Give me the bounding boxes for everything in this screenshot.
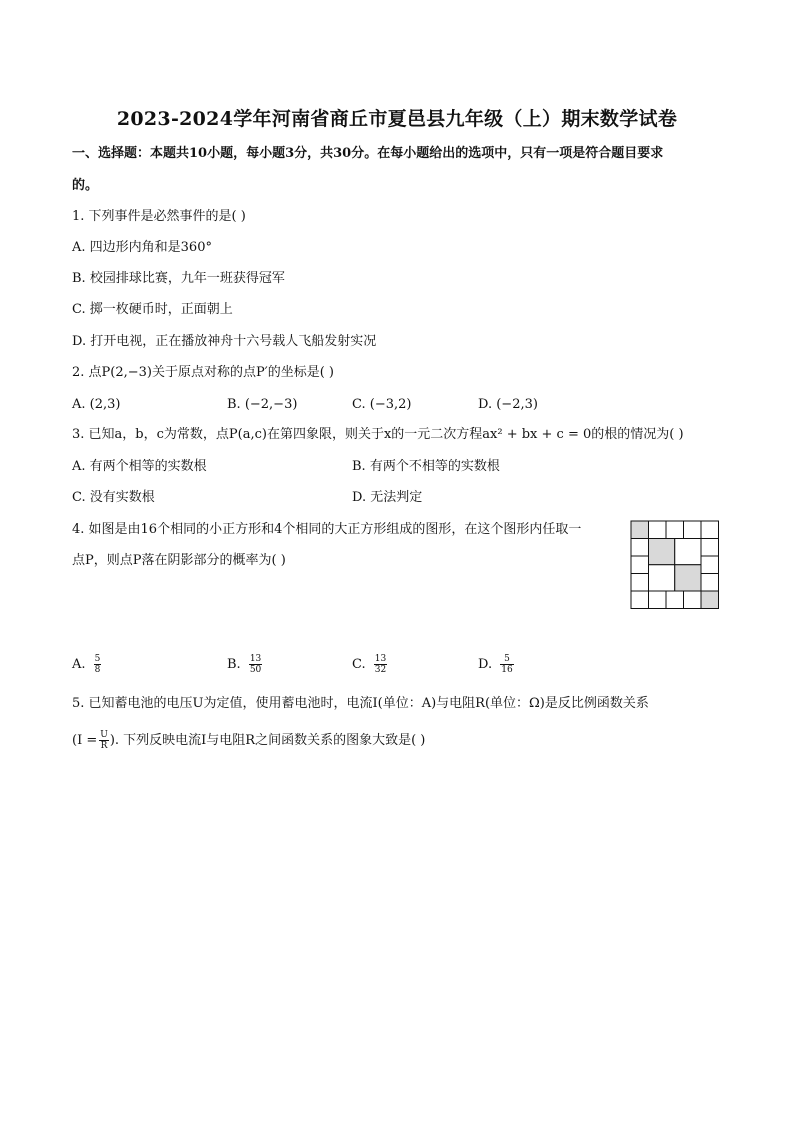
small-square [631,539,649,557]
q4-option-d-label: D. [478,657,493,672]
q4-option-a-label: A. [72,657,86,672]
fraction-numerator: 13 [374,654,387,664]
section-heading-cont: 的。 [72,178,99,193]
fraction-numerator: 13 [249,654,262,664]
small-square [684,591,702,609]
section-heading: 一、选择题：本题共10小题，每小题3分，共30分。在每小题给出的选项中，只有一项是符合题目要求 [72,146,664,161]
small-square [684,521,702,539]
q1-option-d: D. 打开电视，正在播放神舟十六号载人飞船发射实况 [72,334,377,349]
q3-option-a: A. 有两个相等的实数根 [72,459,207,474]
q4-option-b [227,654,262,675]
q4-option-a [72,654,101,675]
q5-formula-fraction [99,730,109,751]
q4-option-c [352,654,387,675]
shaded-small-square [631,521,649,539]
small-square [666,591,684,609]
q4-stem: 4. 如图是由16个相同的小正方形和4个相同的大正方形组成的图形，在这个图形内任取一 [72,522,582,537]
big-square [649,565,675,591]
small-square [701,539,719,557]
q5-stem-cont [72,730,425,751]
q5-stem-text: ). 下列反映电流I与电阻R之间函数关系的图象大致是( ) [109,733,426,748]
small-square [666,521,684,539]
fraction-numerator: 5 [94,654,101,664]
q3-option-b: B. 有两个不相等的实数根 [352,459,500,474]
small-square [649,591,667,609]
fraction-denominator: 32 [374,665,387,675]
q2-option-c: C. (−3,2) [352,397,412,412]
q1-option-a: A. 四边形内角和是360° [72,240,212,255]
small-square [631,591,649,609]
small-square [631,556,649,574]
fraction-denominator: R [100,741,108,751]
q2-option-d: D. (−2,3) [478,397,538,412]
q5-formula-prefix: (I = [72,733,98,748]
q4-option-b-fraction [249,654,262,675]
big-square [675,539,701,565]
fraction-numerator: U [100,730,108,740]
q2-option-a: A. (2,3) [72,397,121,412]
small-square [649,521,667,539]
shaded-small-square [701,591,719,609]
q4-option-d [478,654,514,675]
shaded-big-square [675,565,701,591]
q4-option-b-label: B. [227,657,241,672]
fraction-denominator: 50 [249,665,262,675]
q2-option-b: B. (−2,−3) [227,397,298,412]
q3-option-d: D. 无法判定 [352,490,423,505]
q3-stem: 3. 已知a，b，c为常数，点P(a,c)在第四象限，则关于x的一元二次方程ax² + bx + c = 0的根的情况为( ) [72,427,684,442]
q4-option-c-label: C. [352,657,366,672]
small-square [701,556,719,574]
q4-option-c-fraction [374,654,387,675]
q1-option-b: B. 校园排球比赛，九年一班获得冠军 [72,271,285,286]
q4-option-a-fraction [94,654,102,675]
q4-stem-cont: 点P，则点P落在阴影部分的概率为( ) [72,553,286,568]
q1-option-c: C. 掷一枚硬币时，正面朝上 [72,302,233,317]
fraction-denominator: 8 [94,665,101,675]
small-square [631,574,649,592]
q5-stem: 5. 已知蓄电池的电压U为定值，使用蓄电池时，电流I(单位：A)与电阻R(单位：Ω)是反比例函数关系 [72,696,649,711]
fraction-numerator: 5 [500,654,513,665]
small-square [701,574,719,592]
small-square [701,521,719,539]
q2-stem: 2. 点P(2,−3)关于原点对称的点P′的坐标是( ) [72,365,334,380]
q4-option-d-fraction [500,654,513,675]
shaded-big-square [649,539,675,565]
exam-title: 2023-2024学年河南省商丘市夏邑县九年级（上）期末数学试卷 [116,108,678,130]
square-grid-figure [630,520,720,610]
q1-stem: 1. 下列事件是必然事件的是( ) [72,209,246,224]
q3-option-c: C. 没有实数根 [72,490,155,505]
fraction-denominator: 16 [501,665,513,675]
